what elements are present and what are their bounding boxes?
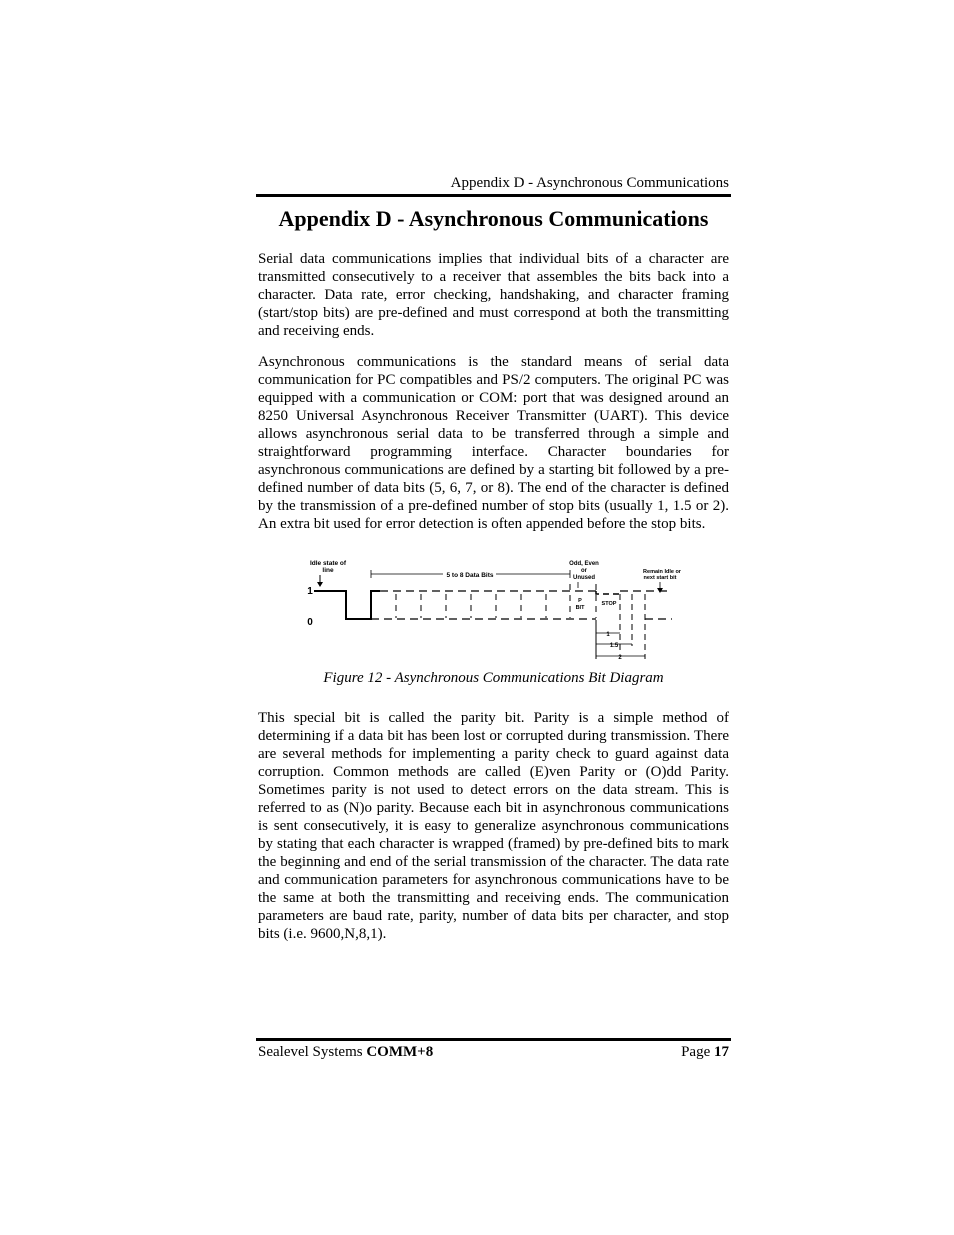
figure-caption: Figure 12 - Asynchronous Communications Bit Diagram <box>323 670 664 686</box>
parity-label-line2: or <box>581 568 587 574</box>
data-bit-separators <box>396 584 596 618</box>
stop-1-5-label: 1.5 <box>609 643 619 649</box>
paragraph-serial-data: Serial data communications implies that individual bits of a character are transmitted consecutively to a receiver that assembles the bits back into a character. Data rate, error checking, handshaking, and character framing (start/stop bits) are pre-defined and must correspond at both the transmitting and receiving ends. <box>258 251 729 339</box>
level-1-label: 1 <box>307 586 313 597</box>
data-bits-label: 5 to 8 Data Bits <box>446 572 494 579</box>
stop-label: STOP <box>601 601 617 607</box>
running-header: Appendix D - Asynchronous Communications <box>450 175 729 191</box>
footer-page-number: 17 <box>714 1044 729 1060</box>
pbit-line2: BIT <box>575 605 585 611</box>
parity-label-line3: Unused <box>572 575 596 581</box>
idle-label-line1: Idle state of <box>309 560 347 567</box>
parity-label-line1: Odd, Even <box>569 561 599 567</box>
footer-page <box>681 1043 729 1061</box>
footer-page-label: Page <box>681 1044 714 1060</box>
header-rule <box>256 194 731 197</box>
pbit-line1: P <box>578 598 582 604</box>
paragraph-async-comm: Asynchronous communications is the standard means of serial data communication for PC compatibles and PS/2 computers. The original PC was equipped with a communication or COM: port that was designed around an 8250 Universal Asynchronous Receiver Transmitter (UART). This device allows asynchronous serial data to be transferred through a simple and straightforward programming interface. Character boundaries for asynchronous communications are defined by a starting bit followed by a pre-defined number of data bits (5, 6, 7, or 8). The end of the character is defined by the transmission of a pre-defined number of stop bits (usually 1, 1.5 or 2). An extra bit used for error detection is often appended before the stop bits. <box>258 354 729 532</box>
idle-arrow-head <box>317 582 323 587</box>
bit-diagram-figure <box>300 556 690 664</box>
footer-company-name: Sealevel Systems <box>258 1044 367 1060</box>
remain-label-line1: Remain Idle or <box>643 569 681 575</box>
idle-label-line2: line <box>322 567 334 574</box>
footer-product: COMM+8 <box>366 1044 434 1060</box>
paragraph-parity: This special bit is called the parity bit. Parity is a simple method of determining if a data bit has been lost or corrupted during transmission. There are several methods for implementing a parity check to guard against data corruption. Common methods are called (E)ven Parity or (O)dd Parity. Sometimes parity is not used to detect errors on the data stream. This is referred to as (N)o parity. Because each bit in asynchronous communications is sent consecutively, it is easy to generalize asynchronous communications by stating that each character is wrapped (framed) by pre-defined bits to mark the beginning and end of the serial transmission of the character. The data rate and communication parameters for asynchronous communications have to be the same at both the transmitting and receiving ends. The communication parameters are baud rate, parity, number of data bits per character, and stop bits (i.e. 9600,N,8,1). <box>258 710 729 942</box>
stop-1-label: 1 <box>606 632 610 638</box>
bit-diagram <box>300 556 690 664</box>
start-bit-waveform <box>314 591 380 619</box>
stop-bit-outline <box>596 591 620 594</box>
page-title: Appendix D - Asynchronous Communications <box>278 206 709 231</box>
remain-label-line2: next start bit <box>643 575 677 581</box>
footer-rule <box>256 1038 731 1041</box>
footer-company <box>258 1043 433 1061</box>
level-0-label: 0 <box>307 617 313 628</box>
stop-2-label: 2 <box>618 655 622 661</box>
